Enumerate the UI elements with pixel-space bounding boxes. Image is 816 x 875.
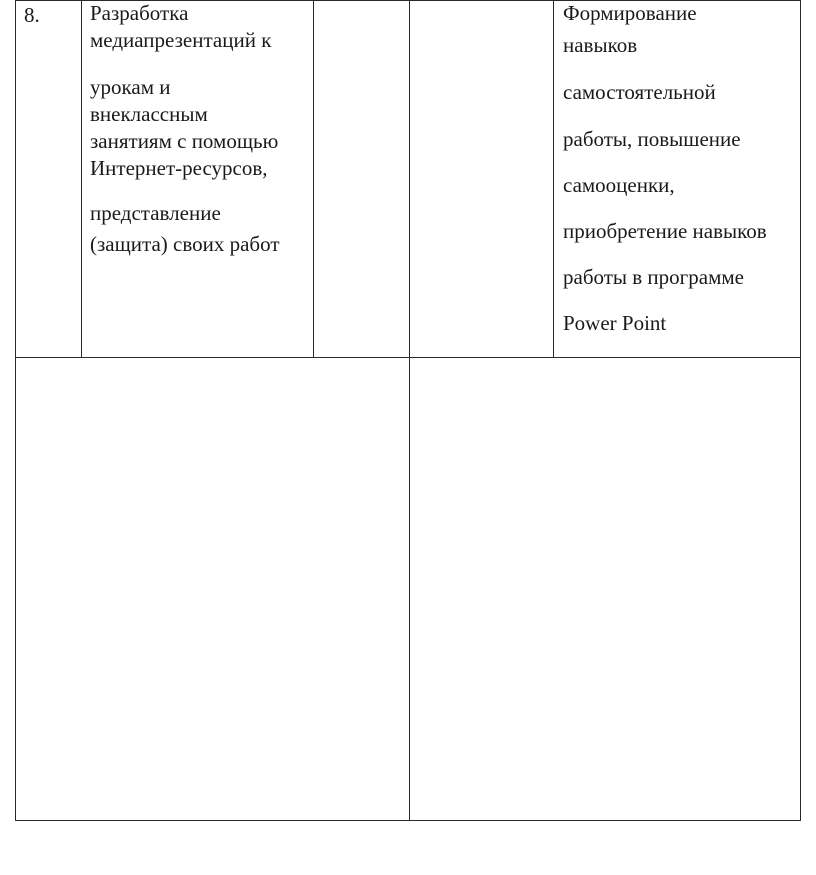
task-line: Интернет-ресурсов, (90, 156, 268, 180)
task-line: Разработка (90, 1, 189, 25)
result-line: приобретение навыков (563, 219, 767, 243)
row-divider (15, 357, 801, 358)
task-line: урокам и (90, 75, 171, 99)
col-divider-2 (313, 0, 314, 358)
task-line: (защита) своих работ (90, 232, 280, 256)
document-table (15, 0, 801, 821)
col-divider-1 (81, 0, 82, 358)
table-border-bottom (15, 820, 801, 821)
result-line: работы, повышение (563, 127, 741, 151)
task-line: занятиям с помощью (90, 129, 279, 153)
table-border-left (15, 0, 16, 821)
task-description (90, 0, 280, 258)
col-divider-4 (553, 0, 554, 358)
task-line: внеклассным (90, 102, 208, 126)
result-line: работы в программе (563, 265, 745, 289)
result-line: Power Point (563, 311, 667, 335)
result-line: самостоятельной (563, 80, 716, 104)
result-line: самооценки, (563, 173, 675, 197)
result-line: Формирование (563, 1, 697, 25)
col-divider-3 (409, 0, 410, 821)
row-number: 8. (24, 3, 40, 27)
task-line: медиапрезентаций к (90, 28, 272, 52)
result-line: навыков (563, 33, 638, 57)
table-border-right (800, 0, 801, 821)
result-description (563, 0, 767, 337)
task-line: представление (90, 201, 221, 225)
